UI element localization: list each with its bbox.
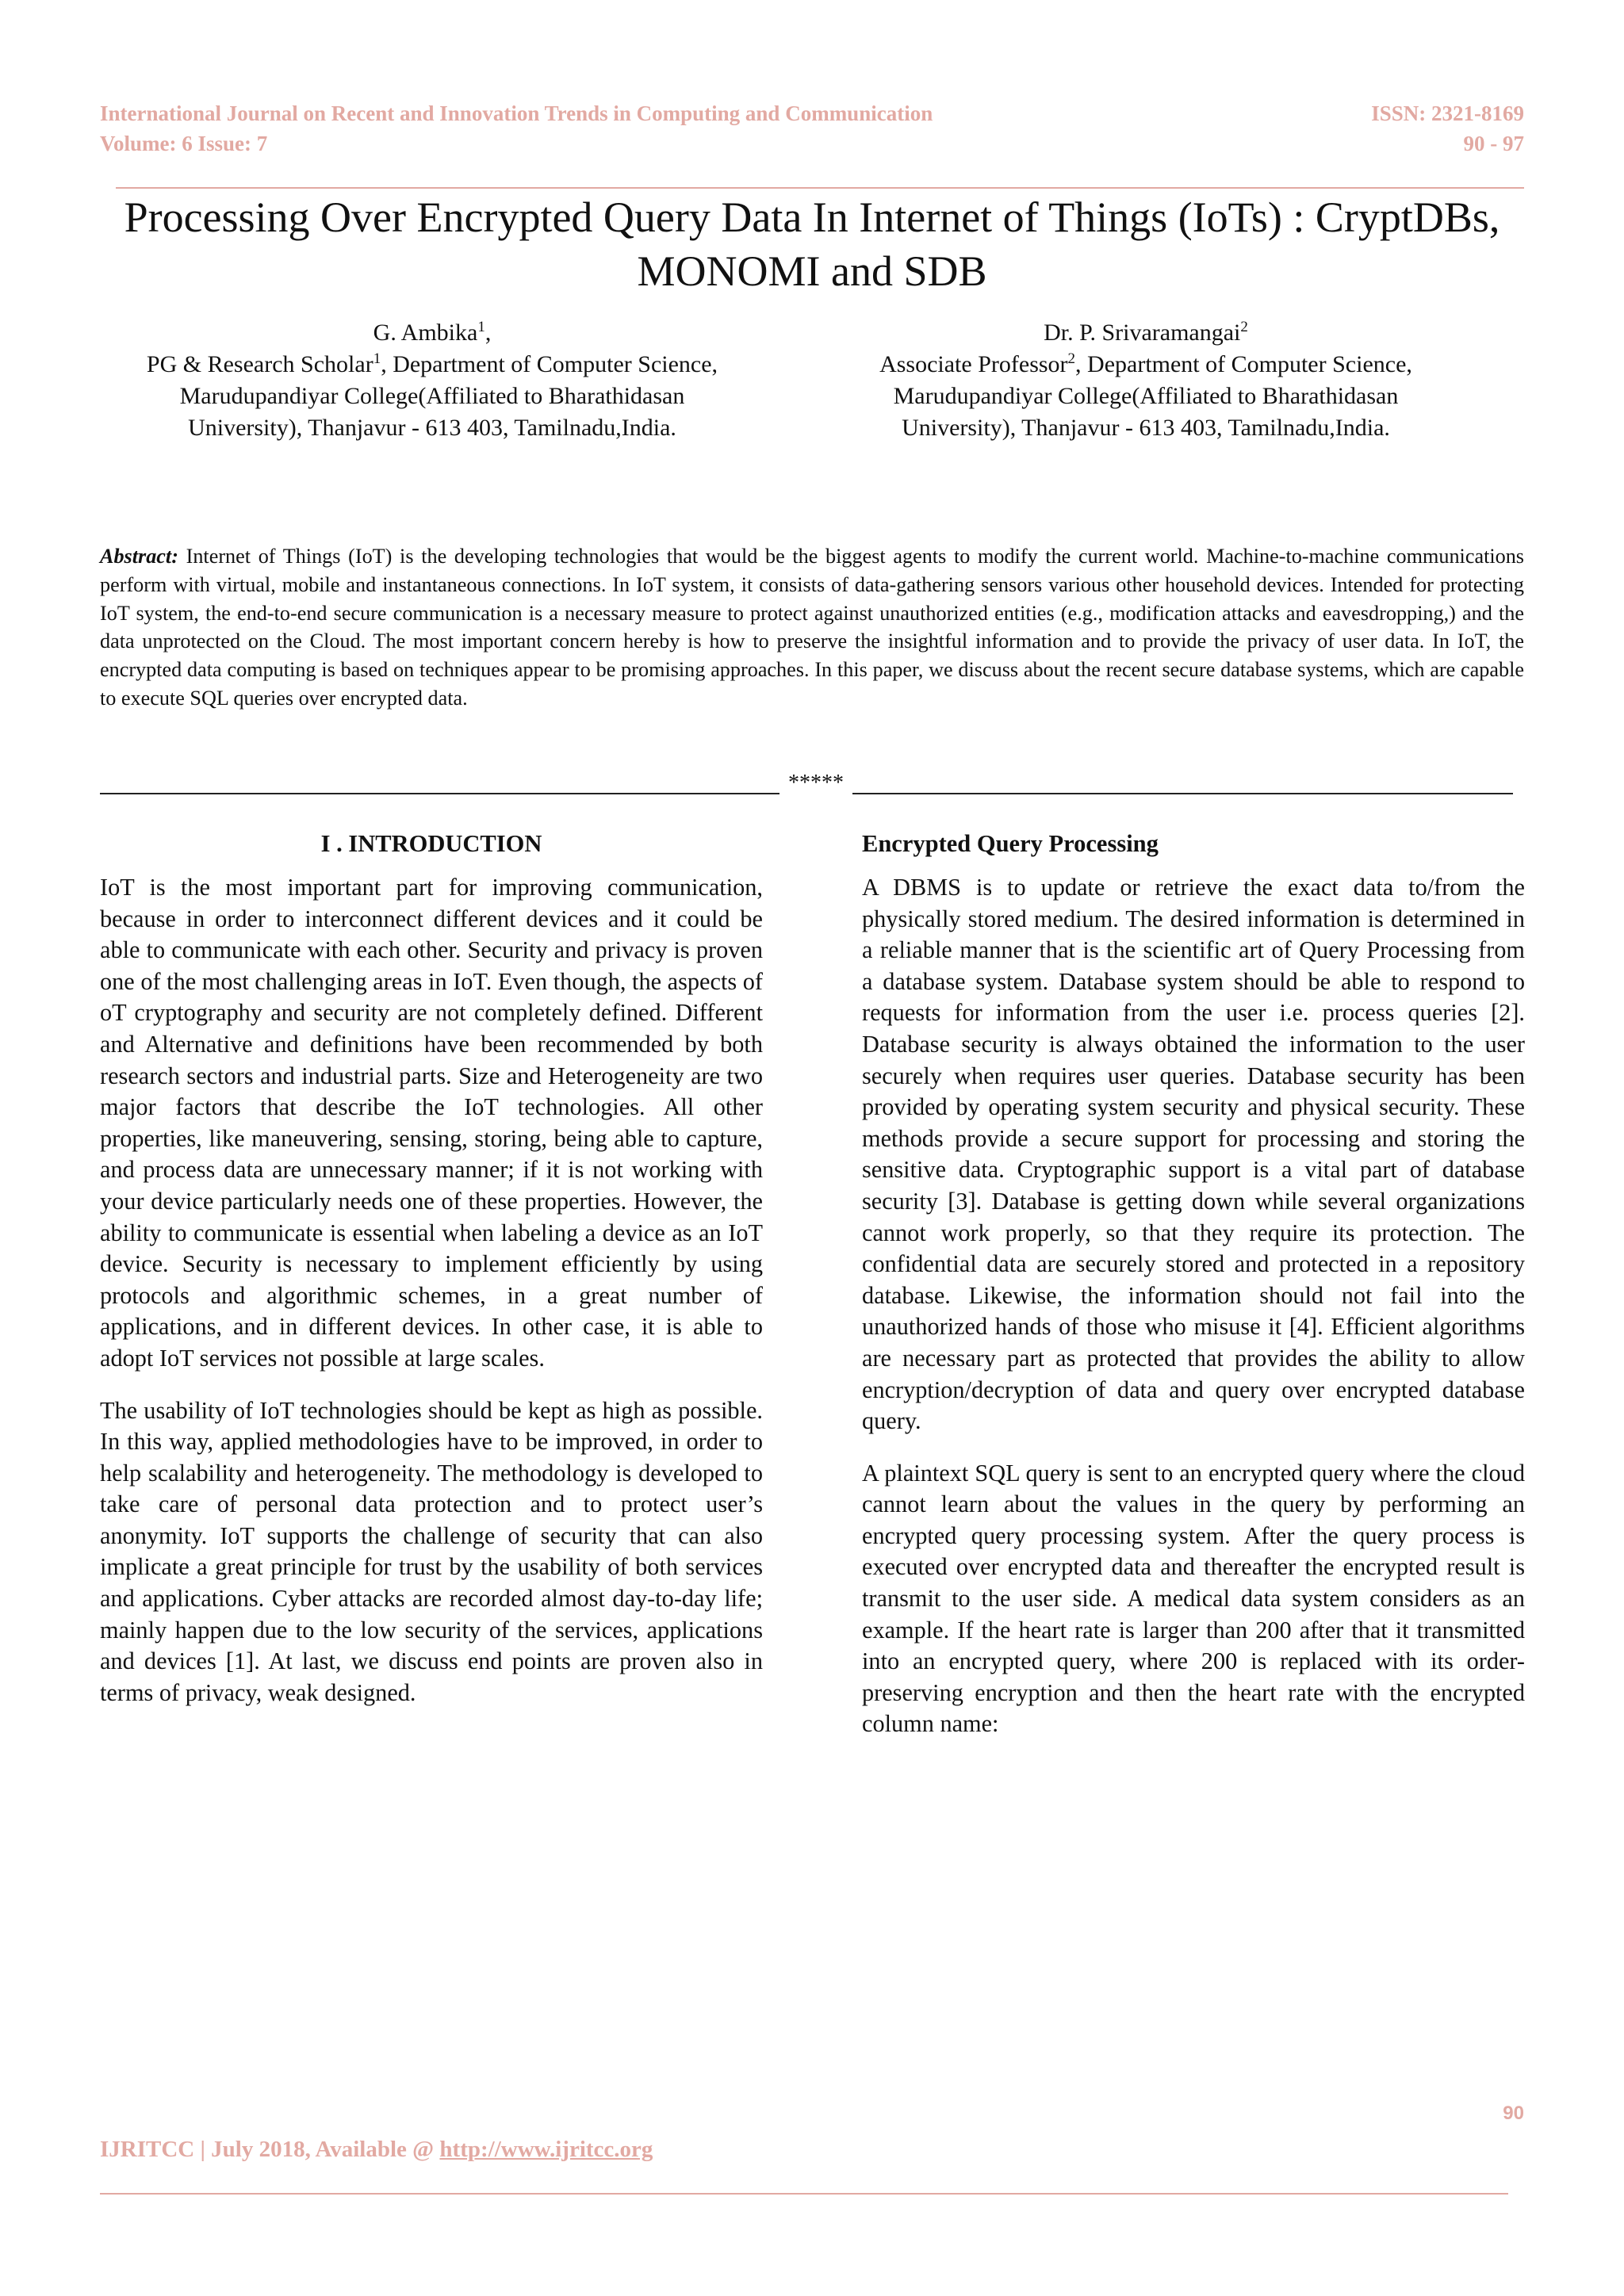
author-name: G. Ambika	[373, 320, 478, 346]
section-heading-encrypted-query: Encrypted Query Processing	[862, 830, 1159, 857]
role-superscript: 1	[373, 350, 381, 367]
footer-divider	[100, 2193, 1508, 2195]
author-name-suffix: ,	[485, 320, 492, 346]
paragraph: The usability of IoT technologies should be kept as high as possible. In this way, applied methodologies have to be improved, in order to help scalability and heterogeneity. The methodology is developed to take care of personal data protection and to protect user’s anonymity. IoT supports the challenge of security that can also implicate a great principle for trust by the usability of both services and applications. Cyber attacks are recorded almost day-to-day life; mainly happen due to the low security of the services, applications and devices [1]. At last, we discuss end points are proven also in terms of privacy, weak designed.	[100, 1396, 763, 1706]
separator-stars: *****	[788, 771, 844, 795]
abstract-text: Internet of Things (IoT) is the developing technologies that would be the biggest agents to modify the current world. Machine-to-machine communications perform with virtual, mobile and instantaneous connections. In IoT system, it consists of data-gathering sensors various other household devices. Intended for protecting IoT system, the end-to-end secure communication is a necessary measure to protect against unauthorized entities (e.g., modification attacks and eavesdropping,) and the data unprotected on the Cloud. The most important concern hereby is how to preserve the insightful information and to provide the privacy of user data. In IoT, the encrypted data computing is based on techniques appear to be promising approaches. In this paper, we discuss about the recent secure database systems, which are capable to execute SQL queries over encrypted data.	[100, 545, 1524, 710]
title-line-2: MONOMI and SDB	[637, 247, 987, 295]
page-footer	[100, 2134, 653, 2164]
author-affiliation-2: University), Thanjavur - 613 403, Tamilnadu,India.	[188, 415, 676, 441]
separator-rule-left	[100, 793, 779, 794]
abstract-label: Abstract:	[100, 545, 178, 568]
page-range: 90 - 97	[1463, 132, 1524, 155]
author-superscript: 1	[477, 319, 485, 335]
left-column	[100, 828, 763, 1729]
right-column	[862, 828, 1525, 1761]
author-role-line	[87, 349, 777, 381]
running-header-left	[100, 98, 933, 159]
author-affiliation-1: Marudupandiyar College(Affiliated to Bharathidasan	[893, 383, 1399, 409]
paragraph: IoT is the most important part for improving communication, because in order to interconnect different devices and it could be able to communicate with each other. Security and privacy is proven one of the most challenging areas in IoT. Even though, the aspects of oT cryptography and security are not completely defined. Different and Alternative and definitions have been recommended by both research sectors and industrial parts. Size and Heterogeneity are two major factors that describe the IoT technologies. All other properties, like maneuvering, sensing, storing, being able to capture, and process data are unnecessary manner; if it is not working with your device particularly needs one of these properties. However, the ability to communicate is essential when labeling a device as an IoT device. Security is necessary to implement efficiently by using protocols and algorithmic schemes, in a great number of applications, and in different devices. In other case, it is able to adopt IoT services not possible at large scales.	[100, 874, 763, 1372]
paper-title	[79, 190, 1545, 298]
paragraph: A DBMS is to update or retrieve the exact data to/from the physically stored medium. The desired information is determined in a reliable manner that is the scientific art of Query Processing from a database system. Database system should be able to respond to requests for information from the user i.e. process queries [2]. Database security is always obtained the information to the user securely when requires user queries. Database security has been provided by operating system security and physical security. These methods provide a secure support for processing and storing the sensitive data. Cryptographic support is a vital part of database security [3]. Database is getting down while several organizations cannot work properly, so that they require its protection. The confidential data are securely stored and protected in a repository database. Likewise, the information should not fail into the unauthorized hands of those who misuse it [4]. Efficient algorithms are necessary part as protected that provides the ability to allow encryption/decryption of data and query over encrypted database query.	[862, 874, 1525, 1435]
journal-name: International Journal on Recent and Innovation Trends in Computing and Communication	[100, 101, 933, 125]
author-role-line	[801, 349, 1491, 381]
page-number: 90	[1503, 2103, 1524, 2124]
abstract	[100, 542, 1524, 713]
journal-website-link[interactable]: http://www.ijritcc.org	[439, 2137, 653, 2162]
author-department: , Department of Computer Science,	[381, 351, 718, 377]
running-header-right	[1371, 98, 1524, 159]
author-department: , Department of Computer Science,	[1075, 351, 1412, 377]
author-role: PG & Research Scholar	[146, 351, 373, 377]
separator-rule-right	[852, 793, 1513, 794]
author-affiliation-2: University), Thanjavur - 613 403, Tamilnadu,India.	[902, 415, 1390, 441]
author-block-1	[87, 317, 777, 444]
author-block-2	[801, 317, 1491, 444]
section-heading-introduction: I . INTRODUCTION	[320, 830, 542, 857]
author-name-line	[801, 317, 1491, 349]
author-superscript: 2	[1240, 319, 1248, 335]
author-name-line	[87, 317, 777, 349]
volume-issue: Volume: 6 Issue: 7	[100, 132, 268, 155]
author-role: Associate Professor	[879, 351, 1068, 377]
role-superscript: 2	[1067, 350, 1076, 367]
section-separator	[100, 769, 1513, 798]
issn: ISSN: 2321-8169	[1371, 101, 1524, 125]
paragraph: A plaintext SQL query is sent to an encrypted query where the cloud cannot learn about the values in the query by performing an encrypted query processing system. After the query process is executed over encrypted data and thereafter the encrypted result is transmit to the user side. A medical data system considers as an example. If the heart rate is larger than 200 after that it transmitted into an encrypted query, where 200 is replaced with its order-preserving encryption and then the heart rate with the encrypted column name:	[862, 1459, 1525, 1738]
author-name: Dr. P. Srivaramangai	[1044, 320, 1241, 346]
title-line-1: Processing Over Encrypted Query Data In Internet of Things (IoTs) : CryptDBs,	[124, 193, 1500, 241]
footer-text: IJRITCC | July 2018, Available @	[100, 2137, 440, 2162]
author-affiliation-1: Marudupandiyar College(Affiliated to Bharathidasan	[179, 383, 685, 409]
header-divider	[116, 187, 1524, 189]
